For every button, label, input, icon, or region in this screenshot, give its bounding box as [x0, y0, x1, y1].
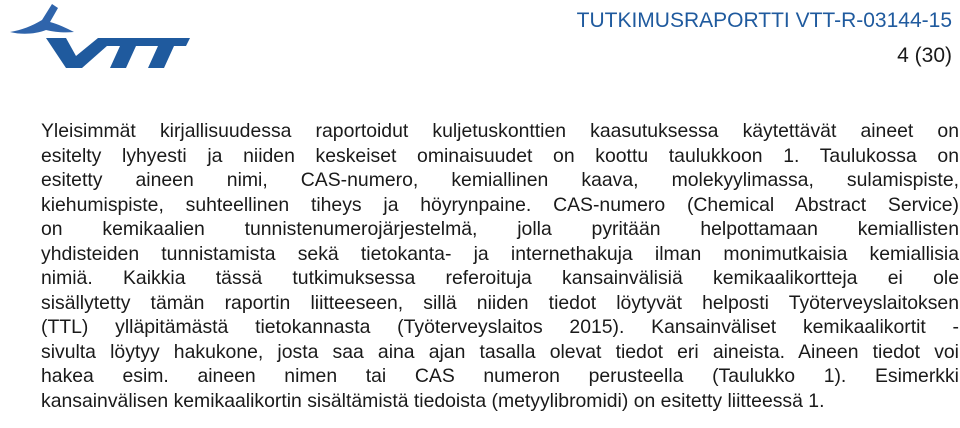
vtt-logo-bird-icon [10, 4, 74, 34]
body-line: on kemikaalien tunnistenumerojärjestelmä, jolla pyritään helpottamaan kemiallisten [41, 218, 959, 240]
body-line: yhdisteiden tunnistamista sekä tietokanta- ja internethakuja ilman monimutkaisia kemiallisia [41, 242, 959, 265]
body-line: sivulta löytyy hakukone, josta saa aina ajan tasalla olevat tiedot eri aineista. Aineen tiedot voi [41, 340, 959, 363]
body-line: sisällytetty tämän raportin liitteeseen, sillä niiden tiedot löytyvät helposti Työterveyslaitoksen [41, 291, 959, 314]
body-line: esitelty lyhyesti ja niiden keskeiset ominaisuudet on koottu taulukkoon 1. Taulukossa on [41, 144, 959, 167]
body-line: kansainvälisen kemikaalikortin sisältämistä tiedoista (metyylibromidi) on esitetty liitteessä 1. [41, 389, 825, 412]
page-number: 4 (30) [897, 44, 952, 67]
report-id: TUTKIMUSRAPORTTI VTT-R-03144-15 [576, 9, 952, 32]
vtt-logo [8, 2, 190, 68]
body-line: kiehumispiste, suhteellinen tiheys ja höyrynpaine. CAS-numero (Chemical Abstract Service) [41, 193, 959, 216]
body-line: esitetty aineen nimi, CAS-numero, kemiallinen kaava, molekyylimassa, sulamispiste, [41, 169, 959, 191]
body-line: Yleisimmät kirjallisuudessa raportoidut kuljetuskonttien kaasutuksessa käytettävät aineet on [41, 120, 959, 142]
body-line: hakea esim. aineen nimen tai CAS numeron perusteella (Taulukko 1). Esimerkki [41, 365, 959, 387]
body-paragraph [41, 119, 959, 413]
body-line: nimiä. Kaikkia tässä tutkimuksessa referoituja kansainvälisiä kemikaalikortteja ei ole [41, 267, 959, 289]
body-line: (TTL) ylläpitämästä tietokannasta (Työterveyslaitos 2015). Kansainväliset kemikaalikortit - [41, 316, 959, 338]
